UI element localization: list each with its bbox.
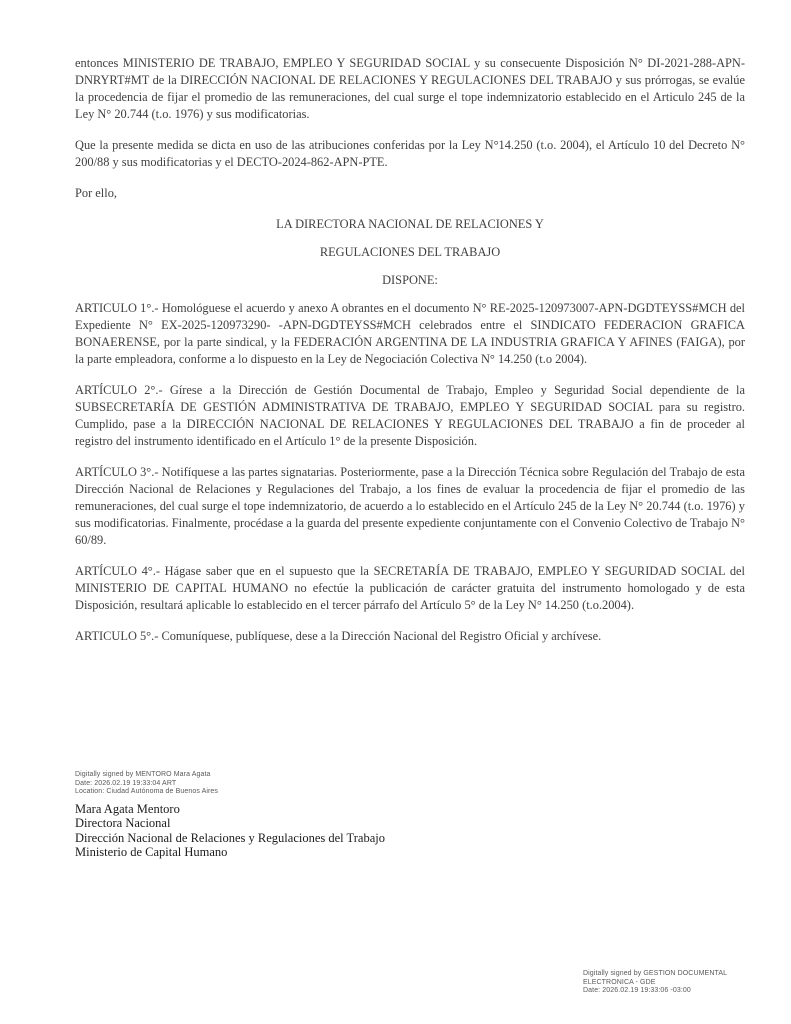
article-5: ARTICULO 5°.- Comuníquese, publíquese, dese a la Dirección Nacional del Registro Oficial y archívese. [75, 629, 602, 643]
article-1: ARTICULO 1°.- Homológuese el acuerdo y anexo A obrantes en el documento N° RE-2025-120973007-APN-DGDTEYSS#MCH del Expediente N° EX-2025-120973290- -APN-DGDTEYSS#MCH celebrados entre el SINDICATO FEDERACION GRAFICA BONAERENSE, por la parte sindical, y la FEDERACIÓN ARGENTINA DE LA INDUSTRIA GRAFICA Y AFINES (FAIGA), por la parte empleadora, conforme a lo dispuesto en la Ley de Negociación Colectiva N° 14.250 (t.o 2004). [75, 301, 745, 366]
paragraph-por-ello: Por ello, [75, 186, 117, 200]
paragraph-attributions: Que la presente medida se dicta en uso de las atribuciones conferidas por la Ley N°14.250 (t.o. 2004), el Artículo 10 del Decreto N° 200/88 y sus modificatorias y el DECTO-2024-862-APN-PTE. [75, 138, 745, 169]
signer-title: Directora Nacional [75, 816, 171, 830]
stamp-location: Location: Ciudad Autónoma de Buenos Aires [75, 788, 219, 795]
signer-details [75, 802, 495, 860]
gde-signature-stamp [583, 970, 783, 996]
document-body [75, 55, 745, 659]
signature-block [75, 771, 495, 860]
paragraph-continuation: entonces MINISTERIO DE TRABAJO, EMPLEO Y SEGURIDAD SOCIAL y su consecuente Disposición N° DI-2021-288-APN-DNRYRT#MT de la DIRECCIÓN NACIONAL DE RELACIONES Y REGULACIONES DEL TRABAJO y sus prórrogas, se evalúe la procedencia de fijar el promedio de las remuneraciones, del cual surge el tope indemnizatorio establecido en el Articulo 245 de la Ley N° 20.744 (t.o. 1976) y sus modificatorias. [75, 56, 745, 121]
heading-dispone: DISPONE: [382, 273, 438, 287]
gde-stamp-date: Date: 2026.02.19 19:33:06 -03:00 [583, 987, 691, 994]
article-3: ARTÍCULO 3°.- Notifíquese a las partes signatarias. Posteriormente, pase a la Dirección Técnica sobre Regulación del Trabajo de esta Dirección Nacional de Relaciones y Regulaciones del Trabajo, a los fines de evaluar la procedencia de fijar el promedio de las remuneraciones, del cual surge el tope indemnizatorio, de acuerdo a lo establecido en el Artículo 245 de la Ley N° 20.744 (t.o. 1976) y sus modificatorias. Finalmente, procédase a la guarda del presente expediente conjuntamente con el Convenio Colectivo de Trabajo N° 60/89. [75, 465, 745, 547]
gde-stamp-entity: ELECTRONICA - GDE [583, 978, 656, 986]
signer-ministry: Ministerio de Capital Humano [75, 845, 228, 859]
heading-authority-line2: REGULACIONES DEL TRABAJO [319, 245, 501, 259]
article-2: ARTÍCULO 2°.- Gírese a la Dirección de Gestión Documental de Trabajo, Empleo y Seguridad Social dependiente de la SUBSECRETARÍA DE GESTIÓN ADMINISTRATIVA DE TRABAJO, EMPLEO Y SEGURIDAD SOCIAL para su registro. Cumplido, pase a la DIRECCIÓN NACIONAL DE RELACIONES Y REGULACIONES DEL TRABAJO a fin de proceder al registro del instrumento identificado en el Artículo 1° de la presente Disposición. [75, 383, 745, 448]
stamp-date: Date: 2026.02.19 19:33:04 ART [75, 779, 177, 787]
digital-signature-stamp [75, 771, 495, 797]
article-4: ARTÍCULO 4°.- Hágase saber que en el supuesto que la SECRETARÍA DE TRABAJO, EMPLEO Y SEGURIDAD SOCIAL del MINISTERIO DE CAPITAL HUMANO no efectúe la publicación de carácter gratuita del instrumento homologado y de esta Disposición, resultará aplicable lo establecido en el tercer párrafo del Artículo 5° de la Ley N° 14.250 (t.o.2004). [75, 564, 745, 612]
stamp-signed-by: Digitally signed by MENTORO Mara Agata [75, 771, 211, 778]
gde-stamp-signed-by: Digitally signed by GESTION DOCUMENTAL [583, 970, 728, 977]
signer-name: Mara Agata Mentoro [75, 801, 180, 816]
signer-office: Dirección Nacional de Relaciones y Regulaciones del Trabajo [75, 830, 385, 845]
heading-authority-line1: LA DIRECTORA NACIONAL DE RELACIONES Y [276, 217, 544, 231]
